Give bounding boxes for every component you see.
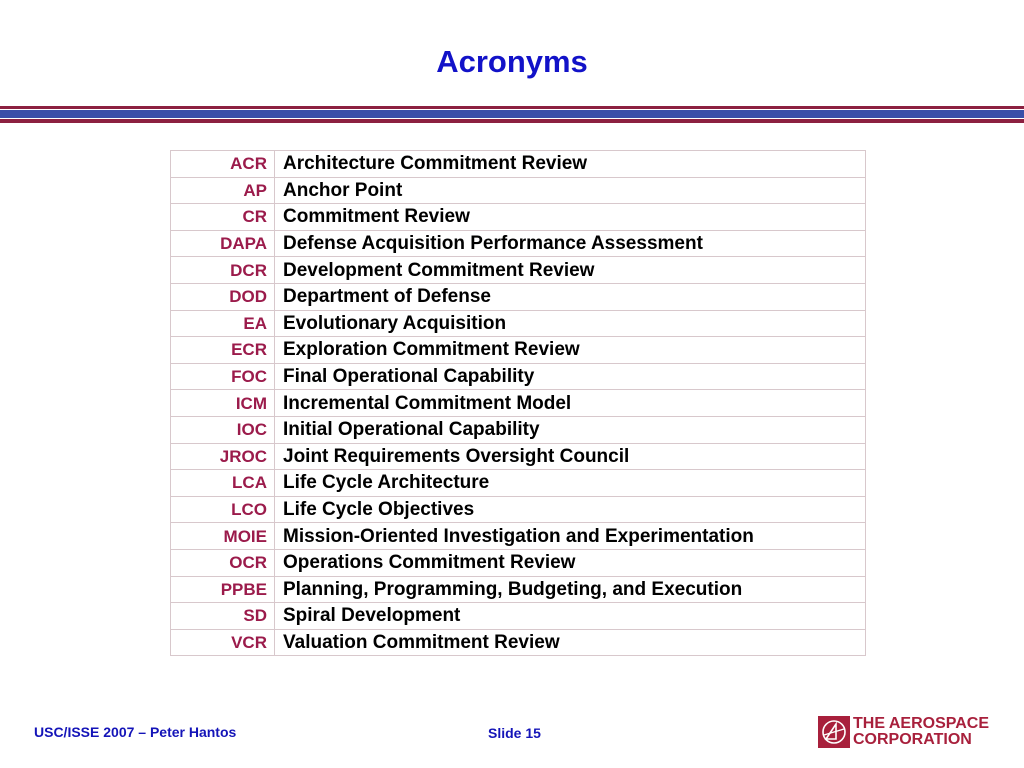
acronym-definition: Joint Requirements Oversight Council bbox=[275, 443, 866, 470]
table-row bbox=[171, 177, 866, 204]
acronym-definition: Mission-Oriented Investigation and Experimentation bbox=[275, 523, 866, 550]
acronym-abbreviation: JROC bbox=[171, 443, 275, 470]
slide-title: Acronyms bbox=[436, 44, 588, 79]
acronym-definition: Department of Defense bbox=[275, 283, 866, 310]
acronym-abbreviation: LCA bbox=[171, 470, 275, 497]
acronym-definition: Valuation Commitment Review bbox=[275, 629, 866, 656]
table-row bbox=[171, 230, 866, 257]
acronym-definition: Exploration Commitment Review bbox=[275, 337, 866, 364]
acronym-definition: Commitment Review bbox=[275, 204, 866, 231]
table-row bbox=[171, 310, 866, 337]
acronym-definition: Initial Operational Capability bbox=[275, 416, 866, 443]
acronym-definition: Defense Acquisition Performance Assessment bbox=[275, 230, 866, 257]
table-row bbox=[171, 204, 866, 231]
acronym-definition: Anchor Point bbox=[275, 177, 866, 204]
table-row bbox=[171, 603, 866, 630]
acronym-table bbox=[170, 150, 866, 656]
slide-number: Slide 15 bbox=[488, 725, 541, 741]
table-row bbox=[171, 283, 866, 310]
acronym-definition: Evolutionary Acquisition bbox=[275, 310, 866, 337]
acronym-abbreviation: MOIE bbox=[171, 523, 275, 550]
aerospace-logo bbox=[818, 716, 1004, 750]
table-row bbox=[171, 523, 866, 550]
table-row bbox=[171, 390, 866, 417]
table-row bbox=[171, 443, 866, 470]
footer-author: USC/ISSE 2007 – Peter Hantos bbox=[34, 724, 237, 740]
table-row bbox=[171, 629, 866, 656]
acronym-abbreviation: CR bbox=[171, 204, 275, 231]
acronym-abbreviation: DAPA bbox=[171, 230, 275, 257]
header-rule-bottom bbox=[0, 119, 1024, 123]
table-row bbox=[171, 257, 866, 284]
acronym-definition: Final Operational Capability bbox=[275, 363, 866, 390]
table-row bbox=[171, 470, 866, 497]
acronym-definition: Life Cycle Architecture bbox=[275, 470, 866, 497]
header-rule-middle bbox=[0, 110, 1024, 118]
aerospace-logo-icon bbox=[818, 716, 850, 748]
acronym-abbreviation: ECR bbox=[171, 337, 275, 364]
acronym-abbreviation: LCO bbox=[171, 496, 275, 523]
acronym-abbreviation: SD bbox=[171, 603, 275, 630]
table-row bbox=[171, 151, 866, 178]
acronym-abbreviation: FOC bbox=[171, 363, 275, 390]
table-row bbox=[171, 576, 866, 603]
acronym-abbreviation: ICM bbox=[171, 390, 275, 417]
header-rule-top bbox=[0, 106, 1024, 109]
acronym-abbreviation: PPBE bbox=[171, 576, 275, 603]
acronym-abbreviation: VCR bbox=[171, 629, 275, 656]
logo-line-1: THE AEROSPACE bbox=[853, 715, 990, 732]
table-row bbox=[171, 549, 866, 576]
acronym-definition: Operations Commitment Review bbox=[275, 549, 866, 576]
acronym-abbreviation: ACR bbox=[171, 151, 275, 178]
acronym-abbreviation: DOD bbox=[171, 283, 275, 310]
table-row bbox=[171, 363, 866, 390]
acronym-definition: Spiral Development bbox=[275, 603, 866, 630]
acronym-definition: Development Commitment Review bbox=[275, 257, 866, 284]
acronym-table-body bbox=[171, 151, 866, 656]
acronym-definition: Architecture Commitment Review bbox=[275, 151, 866, 178]
acronym-abbreviation: OCR bbox=[171, 549, 275, 576]
acronym-abbreviation: DCR bbox=[171, 257, 275, 284]
logo-line-2: CORPORATION bbox=[853, 731, 972, 748]
acronym-definition: Life Cycle Objectives bbox=[275, 496, 866, 523]
table-row bbox=[171, 496, 866, 523]
logo-wordmark bbox=[853, 716, 989, 748]
table-row bbox=[171, 416, 866, 443]
acronym-abbreviation: AP bbox=[171, 177, 275, 204]
acronym-abbreviation: IOC bbox=[171, 416, 275, 443]
table-row bbox=[171, 337, 866, 364]
acronym-definition: Incremental Commitment Model bbox=[275, 390, 866, 417]
acronym-definition: Planning, Programming, Budgeting, and Execution bbox=[275, 576, 866, 603]
acronym-abbreviation: EA bbox=[171, 310, 275, 337]
